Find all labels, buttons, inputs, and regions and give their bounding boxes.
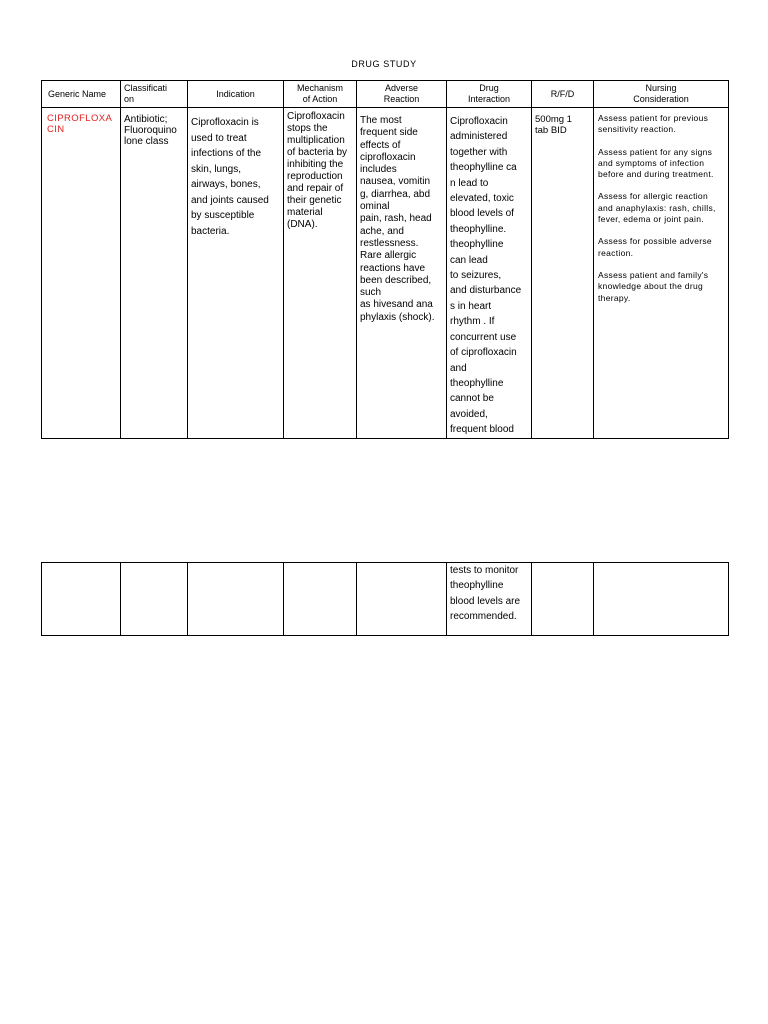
generic-name-cell: CIPROFLOXA CIN: [47, 113, 113, 135]
nursing-item: Assess for allergic reaction and anaphylaxis: rash, chills, fever, edema or joint pain.: [598, 191, 716, 225]
mechanism-cell: Ciprofloxacin stops the multiplication of bacteria by inhibiting the reproduction and repair of their genetic material (DNA).: [287, 111, 348, 230]
header-drug-interaction: Drug Interaction: [447, 81, 532, 108]
header-row: [42, 81, 729, 108]
nursing-item: Assess patient for any signs and symptoms of infection before and during treatment.: [598, 146, 714, 180]
classification-cell: Antibiotic; Fluoroquino lone class: [124, 114, 177, 147]
header-nursing-consideration: Nursing Consideration: [594, 81, 729, 108]
empty-cell: [42, 563, 121, 636]
empty-cell: [532, 563, 594, 636]
drug-interaction-cell: Ciprofloxacin administered together with theophylline ca n lead to elevated, toxic blood levels of theophylline. theophylline can lead to seizures, and disturbance s in heart rhythm . If concurrent use of ciprofloxacin and theophylline cannot be avoided, frequent blood: [450, 116, 522, 436]
empty-cell: [284, 563, 357, 636]
drug-study-table: [41, 80, 729, 439]
nursing-item: Assess patient for previous sensitivity reaction.: [598, 113, 709, 135]
header-mechanism: Mechanism of Action: [284, 81, 357, 108]
rfd-cell: 500mg 1 tab BID: [535, 114, 572, 136]
indication-cell: Ciprofloxacin is used to treat infections of the skin, lungs, airways, bones, and joints caused by susceptible bacteria.: [191, 117, 269, 237]
empty-cell: [594, 563, 729, 636]
table-row: [42, 108, 729, 439]
nursing-consideration-cell: [594, 108, 728, 304]
header-rfd: R/F/D: [532, 81, 594, 108]
empty-cell: [188, 563, 284, 636]
drug-study-table-continued: [41, 562, 729, 636]
header-indication: Indication: [188, 81, 284, 108]
table-row: [42, 563, 729, 636]
header-adverse-reaction: Adverse Reaction: [357, 81, 447, 108]
header-classification: Classificati on: [121, 81, 188, 108]
header-generic-name: Generic Name: [42, 81, 121, 108]
nursing-item: Assess patient and family's knowledge about the drug therapy.: [598, 269, 709, 303]
document-title: DRUG STUDY: [351, 59, 417, 69]
drug-interaction-cell: tests to monitor theophylline blood levels are recommended.: [450, 565, 521, 623]
empty-cell: [357, 563, 447, 636]
nursing-item: Assess for possible adverse reaction.: [598, 236, 712, 258]
empty-cell: [121, 563, 188, 636]
adverse-reaction-cell: The most frequent side effects of ciprofloxacin includes nausea, vomitin g, diarrhea, abd ominal pain, rash, head ache, and restlessness. Rare allergic reactions have been described, such as hivesand ana phylaxis (shock).: [360, 115, 435, 323]
